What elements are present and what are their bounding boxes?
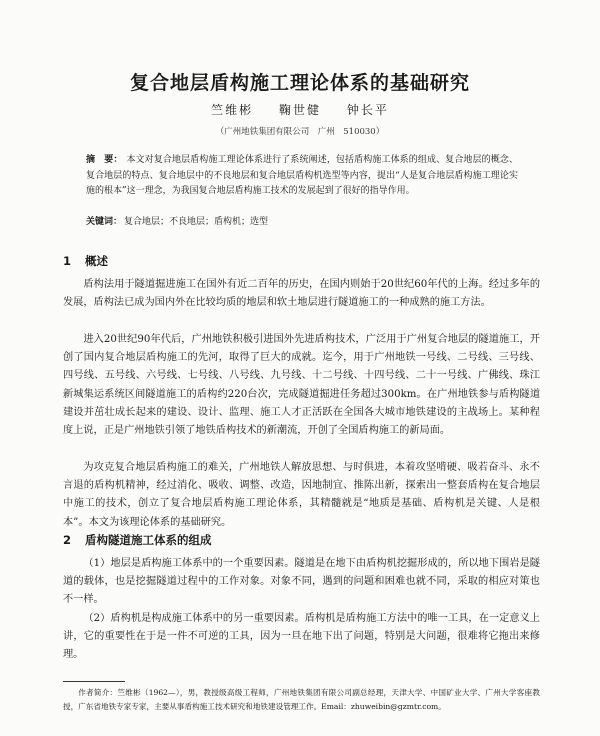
author-name: 竺维彬 <box>211 103 254 117</box>
section-number: 2 <box>63 533 72 547</box>
affiliation: （广州地铁集团有限公司 广州 510030） <box>215 127 385 137</box>
author-name: 鞠世健 <box>278 103 321 117</box>
keywords-text: 复合地层；不良地层；盾构机；选型 <box>124 217 269 227</box>
keywords-label: 关键词： <box>86 217 123 227</box>
body-paragraph: 盾构法用于隧道掘进施工在国外有近二百年的历史，在国内则始于20世纪60年代的上海。经过多年的发展，盾构法已成为国内外在比较均质的地层和软土地层进行隧道施工的一种成熟的施工方法。 <box>63 279 541 309</box>
abstract-label: 摘 要： <box>86 155 123 165</box>
author-name: 钟长平 <box>346 103 389 117</box>
footnote-divider <box>63 681 125 682</box>
body-paragraph: 进入20世纪90年代后，广州地铁积极引进国外先进盾构技术，广泛用于广州复合地层的隧道施工，开创了国内复合地层盾构施工的先河，取得了巨大的成就。迄今，用于广州地铁一号线、二号线、三号线、四号线、五号线、六号线、七号线、八号线、九号线、十二号线、十四号线、二十一号线、广佛线、珠江新城集运系统区间隧道施工的盾构约220台次，完成隧道掘进任务超过300km。在广州地铁参与盾构隧道建设并茁壮成长起来的建设、设计、监理、施工人才正活跃在全国各大城市地铁建设的主战场上。某种程度上说，正是广州地铁引领了地铁盾构技术的新潮流，开创了全国盾构施工的新局面。 <box>63 334 540 437</box>
paper-title: 复合地层盾构施工理论体系的基础研究 <box>129 72 470 94</box>
body-paragraph: 为攻克复合地层盾构施工的难关，广州地铁人解放思想、与时俱进，本着攻坚啃硬、吸若奋斗、永不言退的盾构机精神，经过消化、吸收、调整、改造，因地制宜、推陈出新，探索出一整套盾构在复合地层中施工的技术，创立了复合地层盾构施工理论体系，其精髓就是“地质是基础、盾构机是关键、人是根本”。本文为该理论体系的基础研究。 <box>63 462 540 528</box>
keywords <box>86 215 518 230</box>
section-heading <box>63 532 212 548</box>
author-footnote: 作者简介：竺维彬（1962—），男，教授级高级工程师，广州地铁集团有限公司副总经理，天津大学、中国矿业大学、广州大学客座教授，广东省地铁专家专家，主要从事盾构施工技术研究和地铁建设管理工作。Email：zhuweibin@gzmtr.com。 <box>63 688 540 711</box>
section-title: 概述 <box>85 254 109 268</box>
section-title: 盾构隧道施工体系的组成 <box>85 533 212 547</box>
section-heading <box>63 253 108 269</box>
abstract <box>86 153 518 200</box>
section-number: 1 <box>63 254 72 268</box>
author-list <box>0 101 600 118</box>
body-paragraph: （1）地层是盾构施工体系中的一个重要因素。隧道是在地下由盾构机挖掘形成的，所以地下围岩是隧道的载体，也是挖掘隧道过程中的工作对象。对象不同，遇到的问题和困难也就不同，采取的相应对策也不一样。 <box>63 558 540 606</box>
body-paragraph: （2）盾构机是构成施工体系中的另一重要因素。盾构机是盾构施工方法中的唯一工具，在一定意义上讲，它的重要性在于是一件不可逆的工具，因为一旦在地下出了问题，特别是大问题，很难将它拖出来修理。 <box>63 613 540 661</box>
abstract-text: 本文对复合地层盾构施工理论体系进行了系统阐述，包括盾构施工体系的组成、复合地层的概念、复合地层的特点、复合地层中的不良地层和复合地层盾构机选型等内容，提出“人是复合地层盾构施工理论实施的根本”这一理念，为我国复合地层盾构施工技术的发展起到了很好的指导作用。 <box>86 155 518 196</box>
